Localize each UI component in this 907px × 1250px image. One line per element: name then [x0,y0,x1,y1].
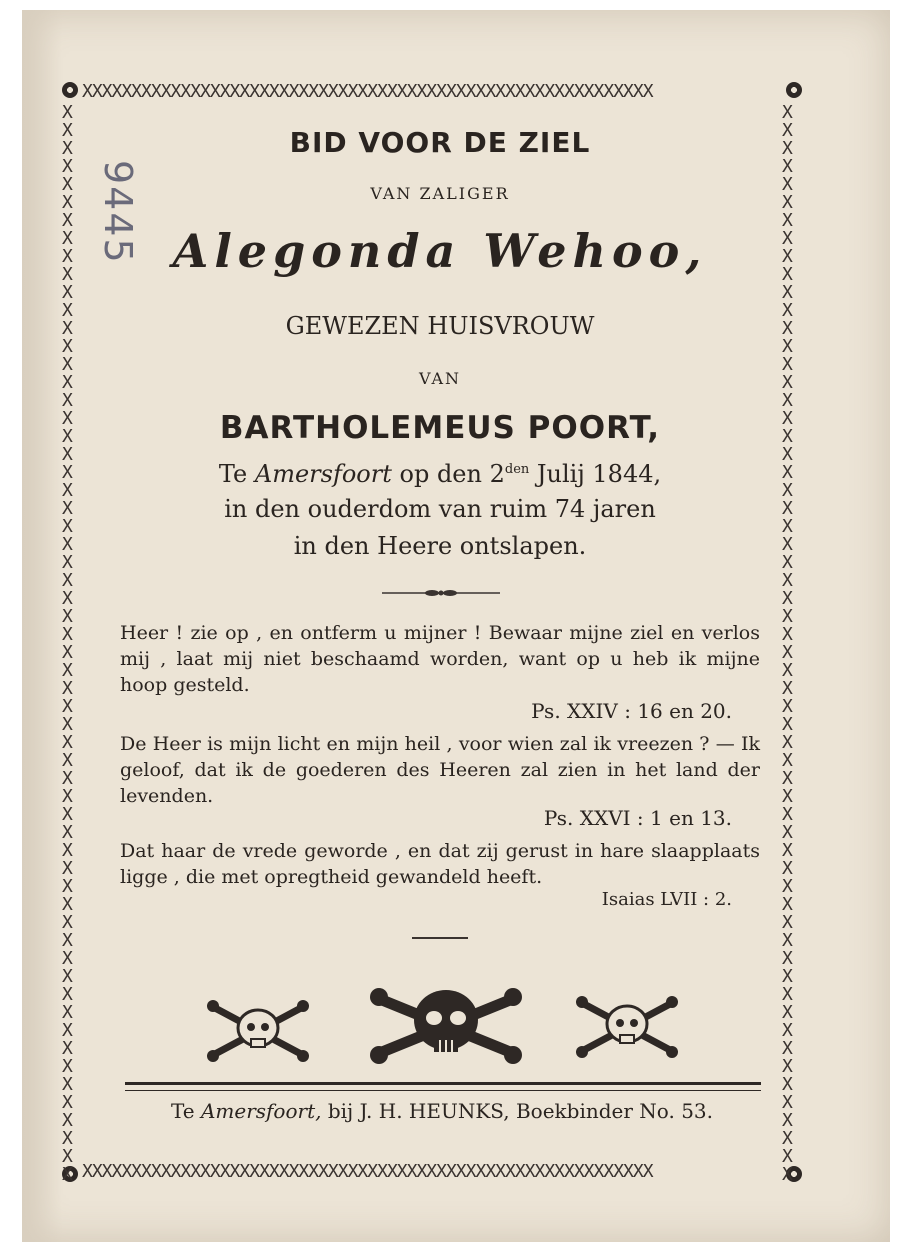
short-divider [412,937,468,939]
footer-rule-thin [125,1090,761,1091]
border-top: XXXXXXXXXXXXXXXXXXXXXXXXXXXXXXXXXXXXXXXXXXXXXXXXXXXXXXXXXX [82,81,653,102]
handwritten-number: 9445 [96,160,140,265]
corner-ornament-icon [786,82,802,98]
verse-3-reference: Isaias LVII : 2. [601,889,732,910]
verse-3-text: Dat haar de vrede geworde , en dat zij gerust in hare slaapplaats ligge , die met opregtheid gewandeld heeft. [120,840,760,888]
heading-pray: BID VOOR DE ZIEL [289,126,591,159]
date-day: op den 2 [399,460,505,488]
printer-imprint [112,1099,772,1123]
verse-2-reference: Ps. XXVI : 1 en 13. [543,806,732,830]
date-suffix: den [504,462,530,477]
death-place: Amersfoort [254,460,392,488]
age-line: in den ouderdom van ruim 74 jaren [224,495,656,523]
divider-ornament-icon [382,588,500,598]
skull-row [100,980,780,1070]
skull-crossbones-icon [574,994,680,1060]
border-right: XXXXXXXXXXXXXXXXXXXXXXXXXXXXXXXXXXXXXXXXXXXXXXXXXXXXXXXXXXXX [782,102,793,1185]
verse-2-text: De Heer is mijn licht en mijn heil , voor wien zal ik vreezen ? — Ik geloof, dat ik de goederen des Heeren zal zien in het land der levenden. [120,733,760,807]
border-bottom: XXXXXXXXXXXXXXXXXXXXXXXXXXXXXXXXXXXXXXXXXXXXXXXXXXXXXXXXXX [82,1161,653,1182]
line-van: VAN [418,369,462,388]
verse-1-reference: Ps. XXIV : 16 en 20. [531,699,732,723]
imprint-printer: bij J. H. HEUNKS, Boekbinder No. 53. [327,1099,714,1123]
line-van-zaliger: VAN ZALIGER [370,184,510,203]
skull-crossbones-icon [205,998,311,1064]
imprint-prefix: Te [170,1099,195,1123]
border-left: XXXXXXXXXXXXXXXXXXXXXXXXXXXXXXXXXXXXXXXXXXXXXXXXXXXXXXXXXXXX [62,102,73,1185]
footer-rule-thick [125,1082,761,1085]
imprint-place: Amersfoort, [200,1099,322,1123]
verse-1-text: Heer ! zie op , en ontferm u mijner ! Bewaar mijne ziel en verlos mij , laat mij niet beschaamd worden, want op u heb ik mijne hoop gesteld. [120,622,760,696]
place-prefix: Te [218,460,248,488]
deceased-name: Alegonda Wehoo, [172,224,708,278]
corner-ornament-icon [62,82,78,98]
paper-torn-edge [22,10,62,1242]
skull-crossbones-icon [368,982,524,1068]
slept-line: in den Heere ontslapen. [293,532,587,560]
line-former-wife: GEWEZEN HUISVROUW [285,312,595,340]
husband-name: BARTHOLEMEUS POORT, [219,410,661,446]
date-month-year: Julij 1844, [536,460,662,488]
death-place-date [100,460,780,488]
